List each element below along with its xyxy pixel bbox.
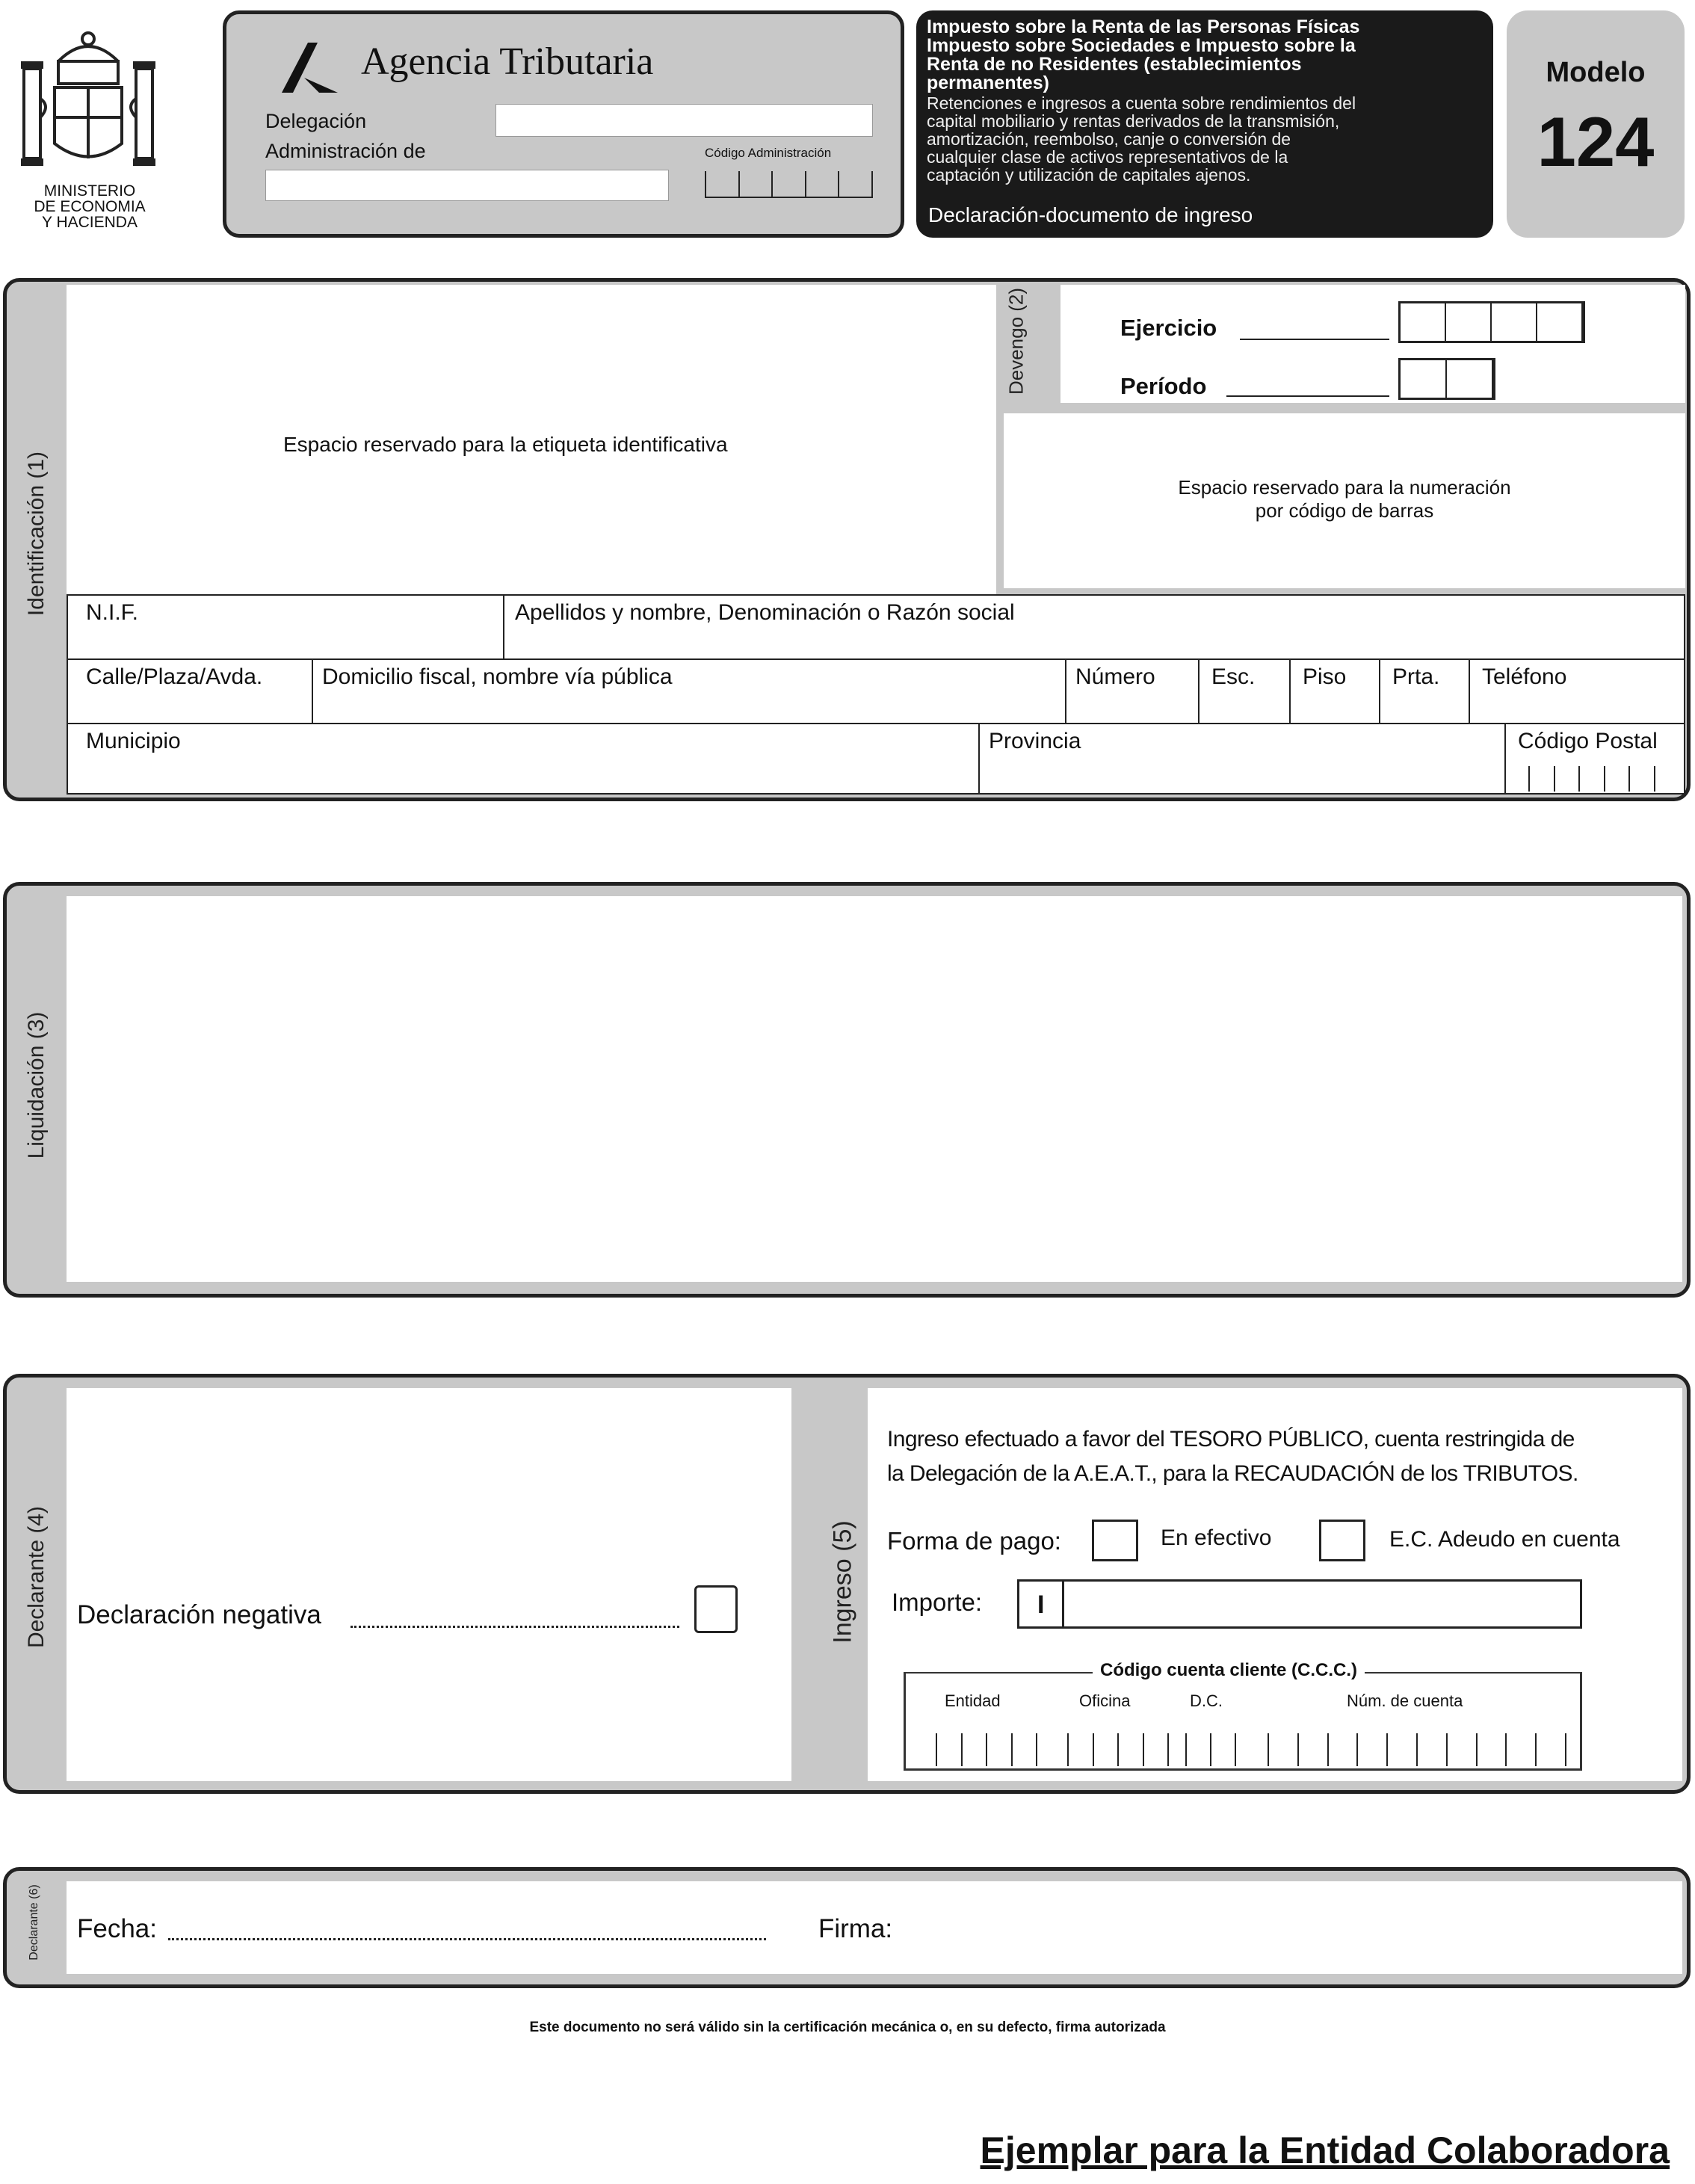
- apellidos-label: Apellidos y nombre, Denominación o Razón social: [515, 600, 1015, 625]
- declaracion-negativa-checkbox[interactable]: [694, 1585, 738, 1633]
- delegacion-field[interactable]: [495, 104, 873, 137]
- codigo-administracion-field[interactable]: [705, 171, 873, 198]
- identificacion-side-label: Identificación (1): [24, 451, 49, 617]
- domicilio-field[interactable]: [312, 658, 1066, 724]
- ccc-title: Código cuenta cliente (C.C.C.): [1093, 1660, 1365, 1681]
- doc-type-label: Declaración-documento de ingreso: [928, 203, 1253, 226]
- ministry-label: MINISTERIO DE ECONOMIA Y HACIENDA: [34, 182, 146, 231]
- num-cuenta-label: Núm. de cuenta: [1347, 1691, 1463, 1710]
- importe-label: Importe:: [892, 1588, 983, 1616]
- codigo-postal-field[interactable]: [1504, 723, 1685, 795]
- tax-title-box: [916, 10, 1493, 238]
- administracion-field[interactable]: [265, 170, 669, 201]
- ejercicio-label: Ejercicio: [1120, 315, 1217, 341]
- agency-box: [223, 10, 904, 238]
- ccc-box: [904, 1660, 1582, 1771]
- piso-field[interactable]: [1289, 658, 1380, 724]
- coat-of-arms-icon: [13, 16, 163, 173]
- barcode-text-2: por código de barras: [1255, 499, 1434, 522]
- firma-label: Firma:: [818, 1914, 893, 1943]
- codigo-administracion-label: Código Administración: [705, 146, 832, 160]
- modelo-number: 124: [1537, 102, 1655, 181]
- firma-area: [67, 1881, 1682, 1974]
- delegacion-label: Delegación: [265, 110, 367, 132]
- numero-field[interactable]: [1065, 658, 1200, 724]
- calle-field[interactable]: [67, 658, 313, 724]
- barcode-area: [1004, 413, 1685, 588]
- ingreso-side-label: Ingreso (5): [828, 1520, 857, 1644]
- domicilio-label: Domicilio fiscal, nombre vía pública: [322, 664, 673, 689]
- efectivo-checkbox[interactable]: [1092, 1520, 1138, 1561]
- agency-name: Agencia Tributaria: [361, 40, 654, 83]
- devengo-area: [1060, 285, 1685, 403]
- forma-pago-label: Forma de pago:: [887, 1527, 1061, 1555]
- etiqueta-text: Espacio reservado para la etiqueta identificativa: [283, 433, 728, 456]
- modelo-box: [1507, 10, 1685, 238]
- firma-side-label: Declarante (6): [28, 1884, 40, 1961]
- esc-field[interactable]: [1198, 658, 1291, 724]
- municipio-field[interactable]: [67, 723, 980, 795]
- prta-label: Prta.: [1392, 664, 1440, 689]
- tax-title: Impuesto sobre la Renta de las Personas Físicas Impuesto sobre Sociedades e Impuesto sobre la Renta de no Residentes (establecimientos permanentes): [927, 16, 1360, 93]
- ingreso-text-1: Ingreso efectuado a favor del TESORO PÚBLICO, cuenta restringida de: [887, 1427, 1575, 1452]
- barcode-text-1: Espacio reservado para la numeración: [1178, 476, 1511, 499]
- ejemplar-label: Ejemplar para la Entidad Colaboradora: [980, 2129, 1670, 2171]
- efectivo-label: En efectivo: [1161, 1526, 1272, 1550]
- validity-note: Este documento no será válido sin la certificación mecánica o, en su defecto, firma autorizada: [529, 2020, 1166, 2035]
- firma-section: [3, 1867, 1691, 1988]
- declaracion-negativa-label: Declaración negativa: [77, 1600, 321, 1629]
- dc-label: D.C.: [1190, 1691, 1223, 1710]
- adeudo-checkbox[interactable]: [1319, 1520, 1365, 1561]
- entidad-digits[interactable]: [936, 1733, 1037, 1766]
- fecha-label: Fecha:: [77, 1914, 157, 1943]
- fecha-field[interactable]: [168, 1938, 766, 1940]
- telefono-label: Teléfono: [1482, 664, 1567, 689]
- provincia-field[interactable]: [978, 723, 1506, 795]
- liquidacion-area[interactable]: [67, 896, 1682, 1282]
- modelo-label: Modelo: [1546, 57, 1646, 88]
- prta-field[interactable]: [1379, 658, 1470, 724]
- administracion-label: Administración de: [265, 140, 426, 162]
- oficina-digits[interactable]: [1067, 1733, 1169, 1766]
- apellidos-field[interactable]: [503, 594, 1685, 660]
- importe-field[interactable]: [1017, 1579, 1582, 1629]
- piso-label: Piso: [1303, 664, 1347, 689]
- importe-prefix: I: [1037, 1591, 1045, 1619]
- entidad-label: Entidad: [945, 1691, 1001, 1710]
- declarante-side-label: Declarante (4): [24, 1505, 49, 1649]
- telefono-field[interactable]: [1469, 658, 1685, 724]
- num-cuenta-digits[interactable]: [1268, 1733, 1566, 1766]
- liquidacion-section: [3, 882, 1691, 1298]
- ingreso-text-2: la Delegación de la A.E.A.T., para la RECAUDACIÓN de los TRIBUTOS.: [887, 1461, 1578, 1486]
- declarante-ingreso-section: [3, 1374, 1691, 1794]
- codigo-postal-label: Código Postal: [1518, 729, 1658, 753]
- adeudo-label: E.C. Adeudo en cuenta: [1389, 1527, 1620, 1552]
- esc-label: Esc.: [1211, 664, 1256, 689]
- provincia-label: Provincia: [989, 729, 1081, 753]
- periodo-label: Período: [1120, 373, 1207, 399]
- dc-digits[interactable]: [1185, 1733, 1236, 1766]
- periodo-field[interactable]: [1398, 358, 1495, 400]
- calle-label: Calle/Plaza/Avda.: [86, 664, 263, 689]
- devengo-side-label: Devengo (2): [1004, 287, 1028, 395]
- etiqueta-area: [67, 285, 996, 594]
- agency-logo-icon: [274, 37, 342, 96]
- ejercicio-field[interactable]: [1398, 301, 1585, 343]
- tax-description: Retenciones e ingresos a cuenta sobre rendimientos del capital mobiliario y rentas derivados de la transmisión, amortización, reembolso, canje o conversión de cualquier clase de activos representativos de la captación y utilización de capitales ajenos.: [927, 93, 1356, 185]
- municipio-label: Municipio: [86, 729, 181, 753]
- liquidacion-side-label: Liquidación (3): [24, 1011, 49, 1159]
- declarante-area: [67, 1388, 791, 1781]
- oficina-label: Oficina: [1079, 1691, 1131, 1710]
- identificacion-section: [3, 278, 1691, 801]
- nif-field[interactable]: [67, 594, 504, 660]
- numero-label: Número: [1075, 664, 1155, 689]
- devengo-side: [998, 285, 1034, 403]
- ingreso-area: [868, 1388, 1682, 1781]
- nif-label: N.I.F.: [86, 600, 139, 625]
